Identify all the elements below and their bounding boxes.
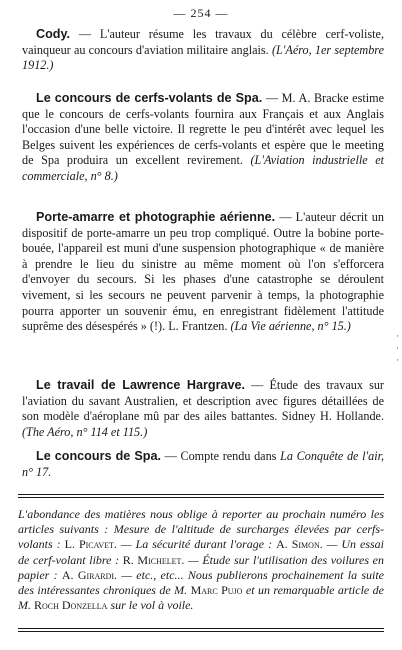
entry-reference: (L'Aviation industrielle et commerciale, n° 8.) [22,153,385,183]
entry-spa-kites [22,91,384,185]
notice-text: — etc., etc... Nous publierons prochainement la suite des intéressantes chroniques de M. [18,567,385,598]
entry-title: Le concours de cerfs-volants de Spa. [36,91,263,105]
entry-spa-contest [22,449,384,480]
entry-title: Le concours de Spa. [36,449,161,463]
notice-author: L. Picavet. [64,537,117,552]
notice-text: L'abondance des matières nous oblige à reporter au prochain numéro les articles suivants : Mesure de l'altitude de surcharges élevées par cerfs-volants : [18,507,384,552]
notice-author: A. Girardi. [61,567,118,582]
entry-body: — Étude des travaux sur l'aviation du savant Australien, et description avec figures détaillées de son modèle d'aéroplane mû par des ailes battantes. Sidney H. Hollande. [22,378,384,424]
bottom-double-rule [18,628,384,632]
entry-reference: (The Aéro, n° 114 et 115.) [22,424,148,439]
entry-porte-amarre [22,210,384,335]
entry-reference: (La Vie aérienne, n° 15.) [230,319,351,334]
page-number: — 254 — [173,6,229,20]
top-double-rule [18,494,384,498]
entry-title: Le travail de Lawrence Hargrave. [36,378,246,392]
entry-reference: La Conquête de l'air, n° 17. [22,449,385,479]
notice-author: A. Simon. [276,537,323,552]
entry-cody [22,27,384,74]
editorial-notice [18,507,384,613]
entry-title: Cody. [36,27,71,41]
notice-author: Roch Donzella [34,598,108,613]
entry-hargrave [22,378,384,440]
entry-body: — M. A. Bracke estime que le concours de cerfs-volants fournira aux Français et aux Anglais l'occasion d'une belle victoire. Il regrette le peu d'intérêt avec lequel les Belges suivent les expériences de cerfs-volants et espère que le meeting de Spa produira un excellent revirement. [22,91,384,168]
notice-author: R. Michelet. [122,552,185,567]
notice-author: Marc Pujo [190,583,243,598]
entry-title: Porte-amarre et photographie aérienne. [36,210,276,224]
entry-reference: (L'Aéro, 1er septembre 1912.) [22,42,384,73]
notice-text: et un remarquable article de M. [18,583,385,613]
notice-text: — Un essai de cerf-volant libre : [18,537,385,567]
entry-body: — L'auteur résume les travaux du célèbre cerf-voliste, vainqueur au concours d'aviation militaire anglais. [22,27,384,57]
margin-speck: · · · [396,331,399,365]
notice-text: — Étude sur l'utilisation des voilures en papier : [18,552,384,582]
entry-body: — Compte rendu dans [164,449,277,463]
notice-text: sur le vol à voile. [110,598,194,613]
notice-text: — La sécurité durant l'orage : [120,537,273,552]
entry-body: — L'auteur décrit un dispositif de porte-amarre un peu trop compliqué. Outre la bobine porte-bouée, l'appareil est muni d'une suspension photographique « de manière à prendre le lieu du sinistre au même moment où l'on s'efforcera d'envoyer du secours. Si les phases d'une catastrophe se déroulent vivement, si les secours ne peuvent parvenir à temps, la photographie pourra apporter un souvenir ému, en enregistrant fidèlement l'attitude suprême des désespérés » (!). L. Frantzen. [22,210,384,334]
